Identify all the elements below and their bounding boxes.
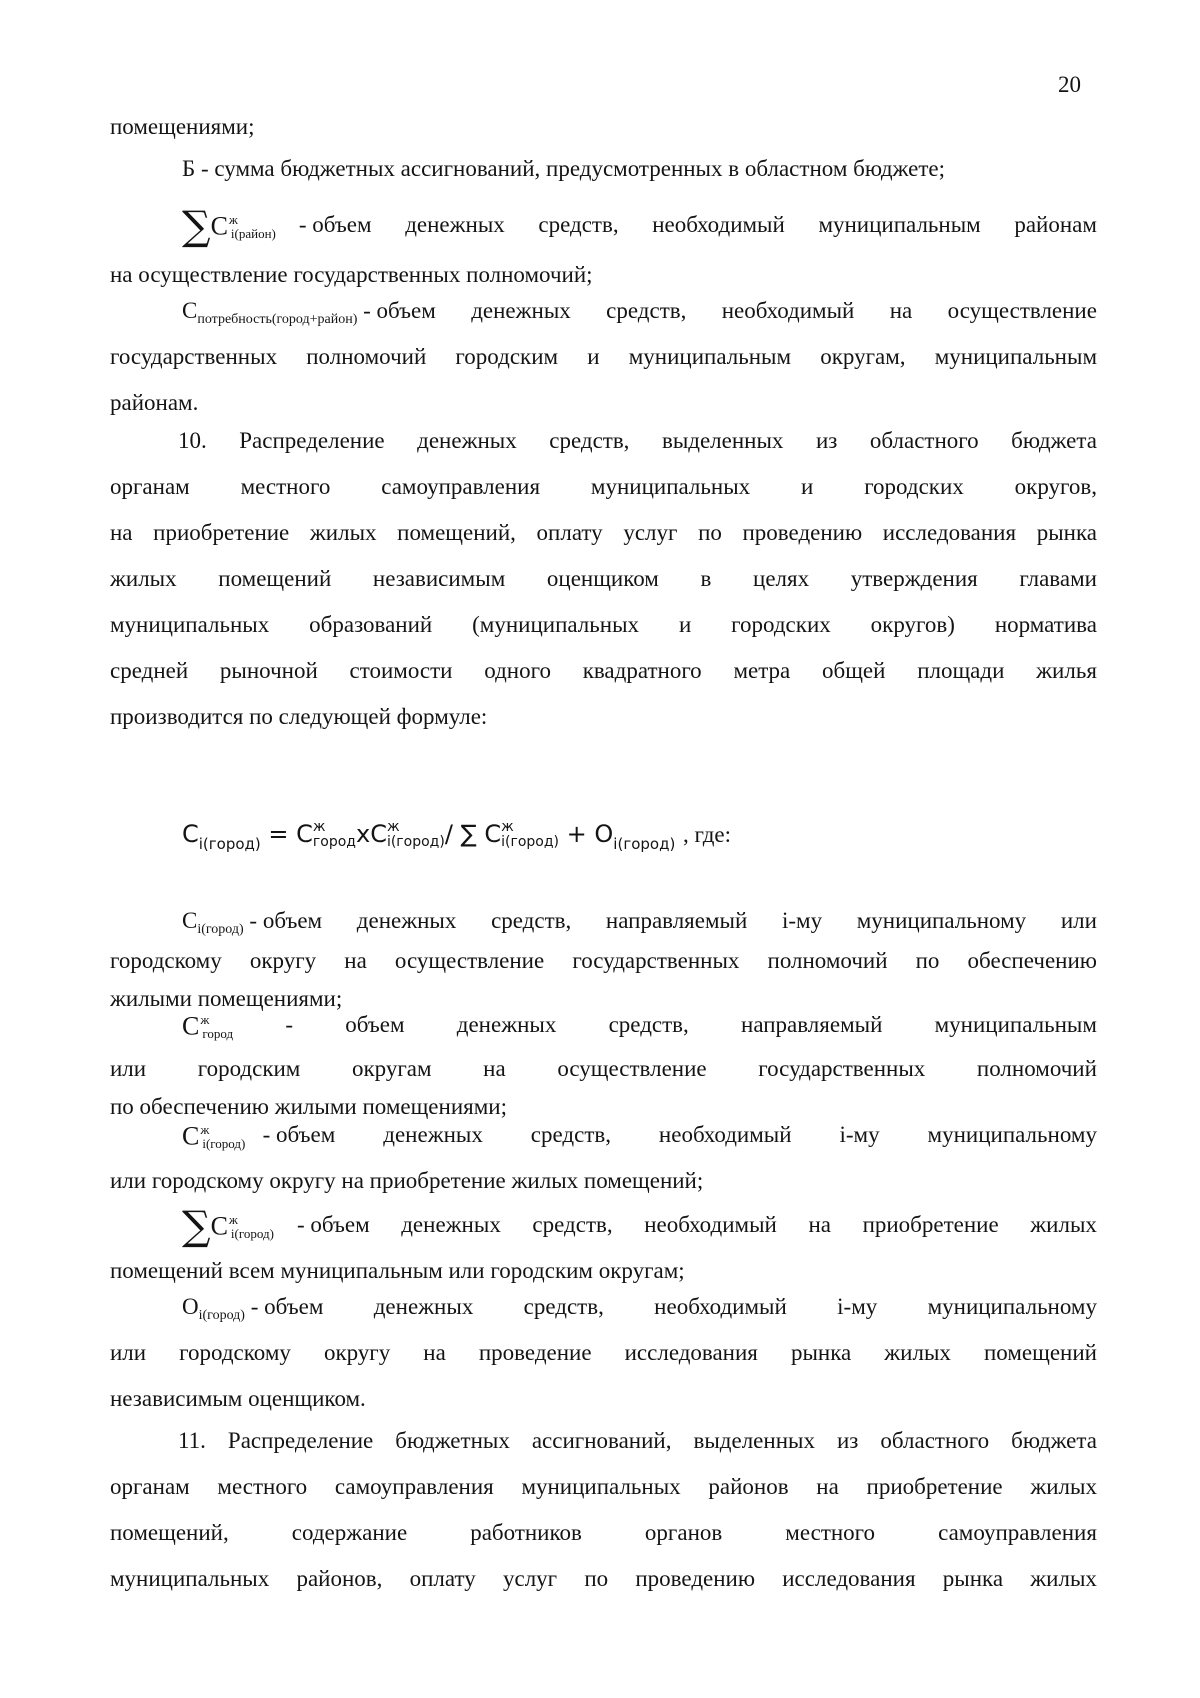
text-line: городскому округу на осуществление государственных полномочий по обеспечению bbox=[110, 948, 1097, 973]
text-line: независимым оценщиком. bbox=[110, 1386, 366, 1411]
definition-sum-district bbox=[110, 198, 1097, 298]
text-line: помещениями; bbox=[110, 114, 255, 139]
text-line: или городскому округу на приобретение жилых помещений; bbox=[110, 1168, 704, 1193]
definition-sum-city bbox=[110, 1198, 1097, 1290]
paragraph-item-10 bbox=[110, 418, 1097, 740]
page-number: 20 bbox=[1058, 72, 1081, 97]
distribution-formula: $C_{i(город)} = C$ ж город xC ж i(город) / ∑ C ж i(город) + $O_{i(город)}$ , где: bbox=[182, 819, 732, 853]
text-line: муниципальных районов, оплату услуг по проведению исследования рынка жилых bbox=[110, 1566, 1097, 1591]
text-line: средней рыночной стоимости одного квадратного метра общей площади жилья bbox=[110, 658, 1097, 683]
text-line: помещений, содержание работников органов местного самоуправления bbox=[110, 1520, 1097, 1545]
math-symbol: ∑C ж i(город) - объем bbox=[182, 1203, 370, 1250]
text-line: производится по следующей формуле: bbox=[110, 704, 488, 729]
math-symbol: $O_{i(город)}$ - объем bbox=[182, 1294, 324, 1323]
paragraph-b-definition bbox=[110, 146, 1097, 192]
math-symbol: ∑C ж i(район) - объем bbox=[182, 203, 372, 250]
text-line: 11. Распределение бюджетных ассигнований, выделенных из областного бюджета bbox=[178, 1428, 1097, 1453]
definition-need bbox=[110, 288, 1097, 426]
math-symbol: $C_{потребность(город+район)}$ - объем bbox=[182, 298, 436, 327]
math-symbol: C ж город bbox=[182, 1011, 234, 1041]
text-line: $O_{i(город)}$ - объем денежных средств, необходимый i-му муниципальному bbox=[110, 1284, 1097, 1330]
sum-sign-icon: ∑ bbox=[182, 203, 211, 250]
text-line: C ж город - объем денежных средств, направляемый муниципальным bbox=[110, 1000, 1097, 1050]
definition-c-i-city-need bbox=[110, 1108, 1097, 1200]
text-line: C ж i(город) - объем денежных средств, необходимый i-му муниципальному bbox=[110, 1108, 1097, 1162]
text-line: ∑C ж i(город) - объем денежных средств, необходимый на приобретение жилых bbox=[110, 1198, 1097, 1252]
text-line: ∑C ж i(район) - объем денежных средств, необходимый муниципальным районам bbox=[110, 198, 1097, 252]
text-line: или городскому округу на проведение исследования рынка жилых помещений bbox=[110, 1340, 1097, 1365]
math-symbol: $C_{i(город)}$ - объем bbox=[182, 908, 323, 937]
symbol-sub: i(район) bbox=[230, 225, 276, 241]
sum-sign-icon: ∑ bbox=[182, 1203, 211, 1250]
paragraph-item-11 bbox=[110, 1418, 1097, 1602]
symbol-sup: ж bbox=[228, 211, 238, 227]
text-line: государственных полномочий городским и муниципальным округам, муниципальным bbox=[110, 344, 1097, 369]
text-line: муниципальных образований (муниципальных и городских округов) норматива bbox=[110, 612, 1097, 637]
text-line: $C_{потребность(город+район)}$ - объем денежных средств, необходимый на осуществление bbox=[110, 288, 1097, 334]
text-line: жилых помещений независимым оценщиком в целях утверждения главами bbox=[110, 566, 1097, 591]
text-line: на осуществление государственных полномочий; bbox=[110, 262, 593, 287]
text-line: по обеспечению жилыми помещениями; bbox=[110, 1094, 507, 1119]
text-line: помещений всем муниципальным или городским округам; bbox=[110, 1258, 685, 1283]
text-line: Б - сумма бюджетных ассигнований, предусмотренных в областном бюджете; bbox=[182, 156, 945, 181]
math-symbol: C ж i(город) - объем bbox=[182, 1121, 336, 1151]
paragraph-continuation bbox=[110, 104, 1097, 150]
text-line: органам местного самоуправления муниципальных и городских округов, bbox=[110, 474, 1097, 499]
text-line: районам. bbox=[110, 390, 199, 415]
text-line: на приобретение жилых помещений, оплату услуг по проведению исследования рынка bbox=[110, 520, 1097, 545]
text-line: органам местного самоуправления муниципальных районов на приобретение жилых bbox=[110, 1474, 1097, 1499]
symbol-letter: C bbox=[210, 211, 228, 241]
text-line: или городским округам на осуществление государственных полномочий bbox=[110, 1056, 1097, 1081]
text-line: $C_{i(город)}$ - объем денежных средств, направляемый i-му муниципальному или bbox=[110, 900, 1097, 942]
sum-sign-icon: ∑ bbox=[460, 820, 477, 848]
text-line: 10. Распределение денежных средств, выделенных из областного бюджета bbox=[178, 428, 1097, 453]
text-line: жилыми помещениями; bbox=[110, 986, 343, 1011]
definition-o-i-city bbox=[110, 1284, 1097, 1422]
